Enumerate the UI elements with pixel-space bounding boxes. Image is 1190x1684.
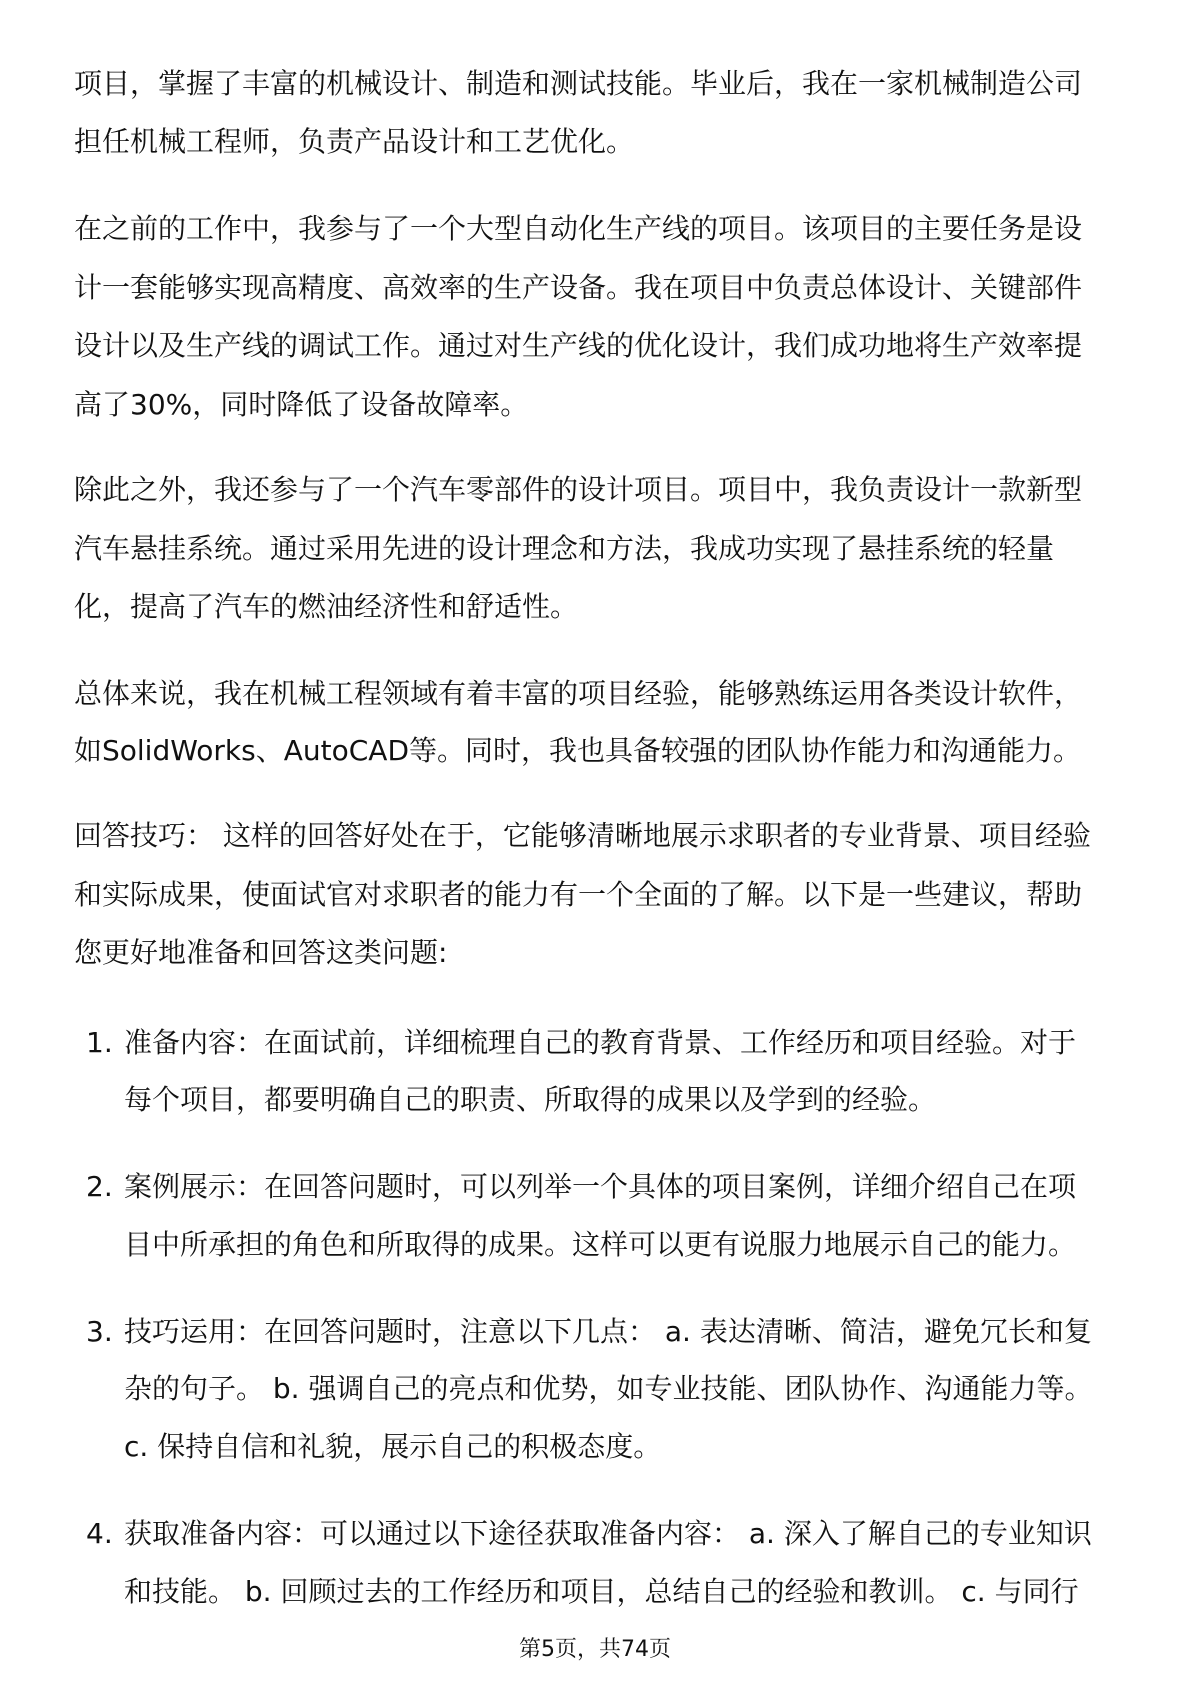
list-number: 2. xyxy=(86,1170,113,1203)
text-line: 高了30%，同时降低了设备故障率。 xyxy=(74,388,529,421)
text-line: 除此之外，我还参与了一个汽车零部件的设计项目。项目中，我负责设计一款新型 xyxy=(74,473,1083,506)
text-line: 您更好地准备和回答这类问题: xyxy=(74,936,448,969)
text-line: 如SolidWorks、AutoCAD等。同时，我也具备较强的团队协作能力和沟通能力。 xyxy=(74,734,1082,767)
list-number: 1. xyxy=(86,1026,113,1059)
text-line: 技巧运用：在回答问题时，注意以下几点： a. 表达清晰、简洁，避免冗长和复 xyxy=(124,1315,1092,1348)
text-line: 杂的句子。 b. 强调自己的亮点和优势，如专业技能、团队协作、沟通能力等。 xyxy=(124,1372,1093,1405)
text-line: 计一套能够实现高精度、高效率的生产设备。我在项目中负责总体设计、关键部件 xyxy=(74,271,1083,304)
page-number: 第5页，共74页 xyxy=(519,1637,671,1662)
text-line: c. 保持自信和礼貌，展示自己的积极态度。 xyxy=(124,1430,662,1463)
text-line: 项目，掌握了丰富的机械设计、制造和测试技能。毕业后，我在一家机械制造公司 xyxy=(74,67,1083,100)
list-number: 3. xyxy=(86,1315,113,1348)
text-line: 获取准备内容：可以通过以下途径获取准备内容： a. 深入了解自己的专业知识 xyxy=(124,1517,1092,1550)
text-line: 化，提高了汽车的燃油经济性和舒适性。 xyxy=(74,590,579,623)
list-number: 4. xyxy=(86,1517,113,1550)
text-line: 目中所承担的角色和所取得的成果。这样可以更有说服力地展示自己的能力。 xyxy=(124,1228,1077,1261)
text-line: 和实际成果，使面试官对求职者的能力有一个全面的了解。以下是一些建议，帮助 xyxy=(74,878,1083,911)
text-line: 准备内容：在面试前，详细梳理自己的教育背景、工作经历和项目经验。对于 xyxy=(124,1026,1077,1059)
text-line: 设计以及生产线的调试工作。通过对生产线的优化设计，我们成功地将生产效率提 xyxy=(74,329,1083,362)
text-line: 和技能。 b. 回顾过去的工作经历和项目，总结自己的经验和教训。 c. 与同行 xyxy=(124,1575,1079,1608)
text-line: 每个项目，都要明确自己的职责、所取得的成果以及学到的经验。 xyxy=(124,1083,937,1116)
text-line: 在之前的工作中，我参与了一个大型自动化生产线的项目。该项目的主要任务是设 xyxy=(74,212,1083,245)
text-line: 汽车悬挂系统。通过采用先进的设计理念和方法，我成功实现了悬挂系统的轻量 xyxy=(74,532,1055,565)
text-line: 回答技巧： 这样的回答好处在于，它能够清晰地展示求职者的专业背景、项目经验 xyxy=(74,819,1091,852)
text-line: 担任机械工程师，负责产品设计和工艺优化。 xyxy=(74,125,635,158)
text-line: 总体来说，我在机械工程领域有着丰富的项目经验，能够熟练运用各类设计软件， xyxy=(74,677,1083,710)
text-line: 案例展示：在回答问题时，可以列举一个具体的项目案例，详细介绍自己在项 xyxy=(124,1170,1077,1203)
